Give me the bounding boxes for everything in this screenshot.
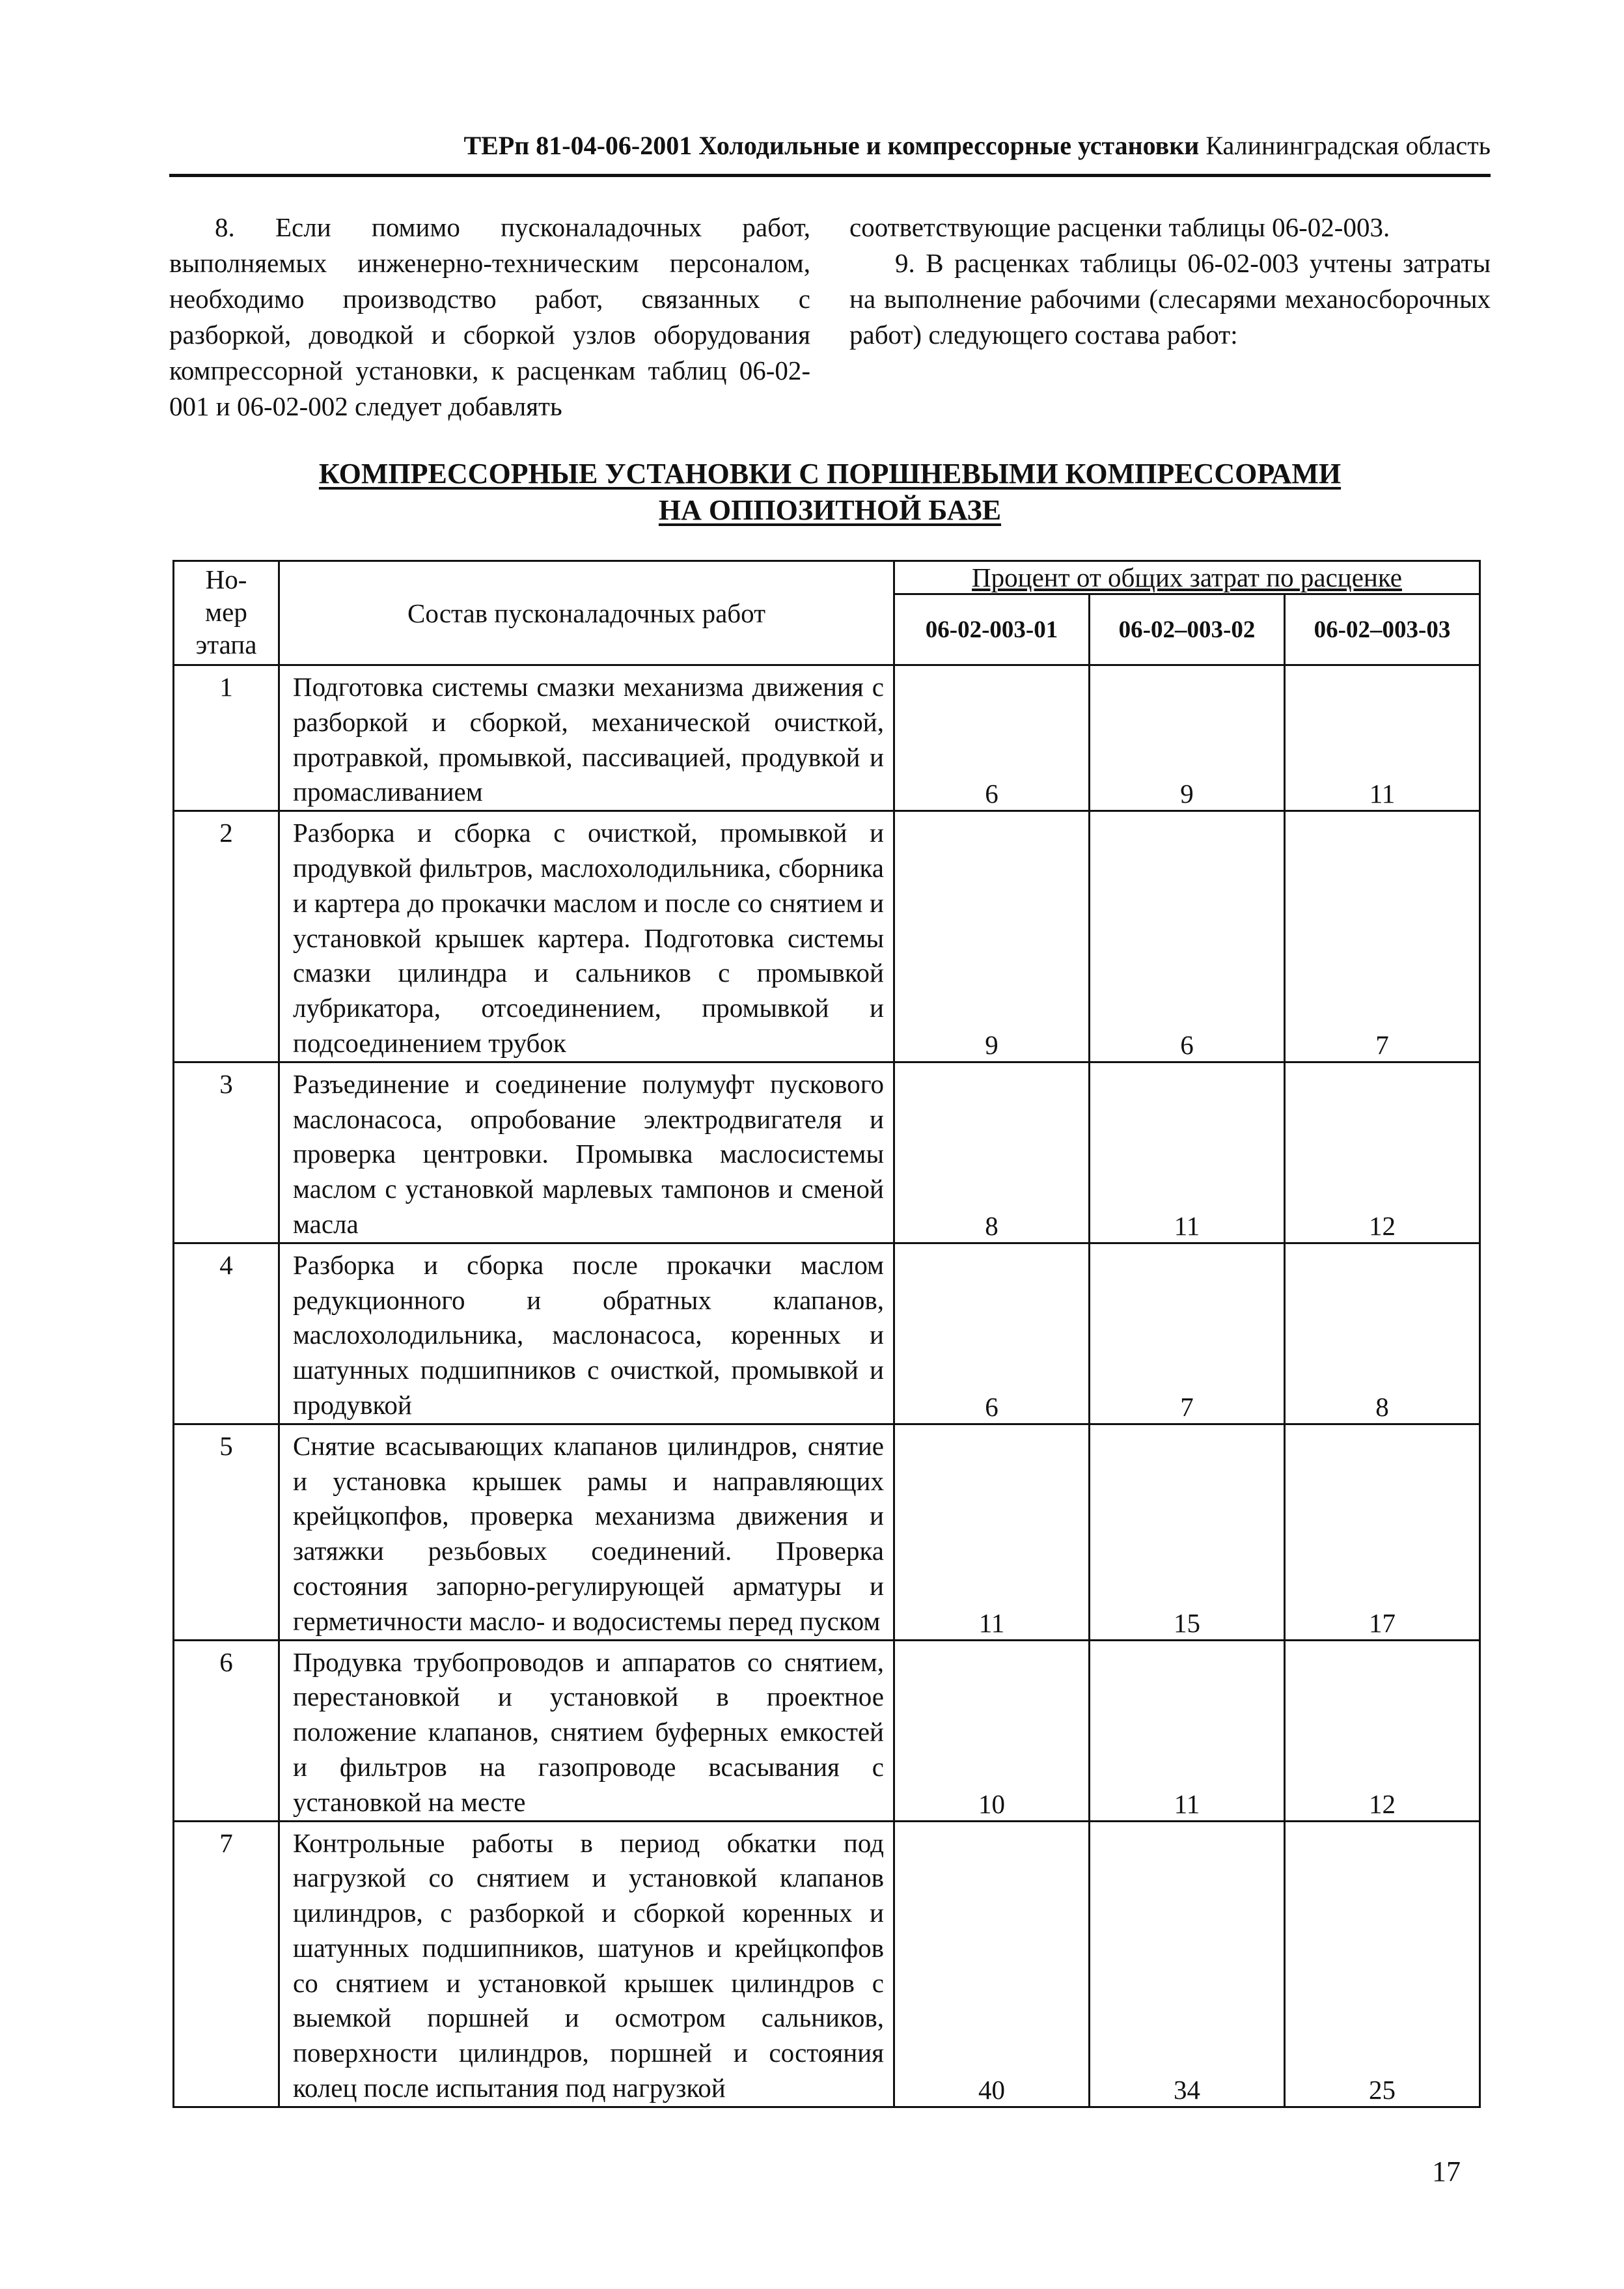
section-title	[169, 456, 1491, 529]
percent-value: 11	[1090, 1640, 1285, 1821]
header-percent: Процент от общих затрат по расценке	[894, 561, 1480, 594]
percent-value: 40	[894, 1821, 1090, 2107]
running-header	[169, 130, 1491, 161]
section-title-line1: КОМПРЕССОРНЫЕ УСТАНОВКИ С ПОРШНЕВЫМИ КОМПРЕССОРАМИ	[318, 458, 1342, 490]
percent-value: 7	[1090, 1243, 1285, 1424]
percent-value: 6	[894, 665, 1090, 811]
stage-description: Разборка и сборка с очисткой, промывкой и продувкой фильтров, маслохолодильника, сборника и картера до прокачки маслом и после со снятием и установкой крышек картера. Подготовка системы смазки цилиндра и сальников с промывкой лубрикатора, отсоединением, промывкой и подсоединением трубок	[279, 811, 894, 1062]
header-code: 06-02–003-02	[1090, 594, 1285, 665]
percent-value: 10	[894, 1640, 1090, 1821]
percent-value: 12	[1285, 1640, 1480, 1821]
percent-value: 6	[894, 1243, 1090, 1424]
percent-value: 8	[1285, 1243, 1480, 1424]
stage-description: Подготовка системы смазки механизма движения с разборкой и сборкой, механической очисткой, протравкой, промывкой, пассивацией, продувкой и промасливанием	[279, 665, 894, 811]
percent-value: 25	[1285, 1821, 1480, 2107]
stage-number: 4	[174, 1243, 279, 1424]
table-row	[174, 1062, 1480, 1243]
paragraph-8: 8. Если помимо пусконаладочных работ, выполняемых инженерно-техническим персоналом, необходимо производство работ, связанных с разборкой, доводкой и сборкой узлов оборудования компрессорной установки, к расценкам таблиц 06-02-001 и 06-02-002 следует добавлять	[169, 212, 810, 421]
stage-description: Контрольные работы в период обкатки под нагрузкой со снятием и установкой клапанов цилиндров, с разборкой и сборкой коренных и шатунных подшипников, шатунов и крейцкопфов со снятием и установкой крышек цилиндров с выемкой поршней и осмотром сальников, поверхности цилиндров, поршней и состояния колец после испытания под нагрузкой	[279, 1821, 894, 2107]
table-row	[174, 1424, 1480, 1640]
percent-value: 12	[1285, 1062, 1480, 1243]
stage-description: Продувка трубопроводов и аппаратов со снятием, перестановкой и установкой в проектное положение клапанов, снятием буферных емкостей и фильтров на газопроводе всасывания с установкой на месте	[279, 1640, 894, 1821]
work-stages-table	[172, 560, 1481, 2108]
header-code: 06-02–003-03	[1285, 594, 1480, 665]
stage-number: 7	[174, 1821, 279, 2107]
percent-value: 9	[1090, 665, 1285, 811]
percent-value: 15	[1090, 1424, 1285, 1640]
stage-number: 6	[174, 1640, 279, 1821]
table-row	[174, 811, 1480, 1062]
table-row	[174, 1640, 1480, 1821]
stage-description: Снятие всасывающих клапанов цилиндров, снятие и установка крышек рамы и направляющих крейцкопфов, проверка механизма движения и затяжки резьбовых соединений. Проверка состояния запорно-регулирующей арматуры и герметичности масло- и водосистемы перед пуском	[279, 1424, 894, 1640]
percent-value: 11	[894, 1424, 1090, 1640]
stage-number: 5	[174, 1424, 279, 1640]
intro-left-column	[169, 210, 810, 424]
document-code: ТЕРп 81-04-06-2001	[463, 131, 693, 160]
header-description: Состав пусконаладочных работ	[279, 561, 894, 665]
stage-number: 3	[174, 1062, 279, 1243]
header-stage-number: Но- мер этапа	[174, 561, 279, 665]
percent-value: 34	[1090, 1821, 1285, 2107]
document-region: Калининградская область	[1205, 131, 1491, 160]
stage-description: Разборка и сборка после прокачки маслом редукционного и обратных клапанов, маслохолодильника, маслонасоса, коренных и шатунных подшипников с очисткой, промывкой и продувкой	[279, 1243, 894, 1424]
stage-number: 1	[174, 665, 279, 811]
percent-value: 6	[1090, 811, 1285, 1062]
percent-value: 17	[1285, 1424, 1480, 1640]
table-row	[174, 1243, 1480, 1424]
percent-value: 11	[1090, 1062, 1285, 1243]
table-row	[174, 1821, 1480, 2107]
header-rule	[169, 174, 1491, 177]
percent-value: 9	[894, 811, 1090, 1062]
percent-value: 8	[894, 1062, 1090, 1243]
percent-value: 7	[1285, 811, 1480, 1062]
paragraph-9: 9. В расценках таблицы 06-02-003 учтены затраты на выполнение рабочими (слесарями механосборочных работ) следующего состава работ:	[849, 248, 1491, 350]
paragraph-8-continuation: соответствующие расценки таблицы 06-02-003.	[849, 212, 1390, 242]
table-row	[174, 665, 1480, 811]
percent-value: 11	[1285, 665, 1480, 811]
header-code: 06-02-003-01	[894, 594, 1090, 665]
intro-right-column	[849, 210, 1491, 353]
stage-number: 2	[174, 811, 279, 1062]
document-section: Холодильные и компрессорные установки	[698, 131, 1200, 160]
page-number: 17	[1432, 2156, 1461, 2187]
section-title-line2: НА ОППОЗИТНОЙ БАЗЕ	[658, 494, 1002, 526]
stage-description: Разъединение и соединение полумуфт пускового маслонасоса, опробование электродвигателя и проверка центровки. Промывка маслосистемы маслом с установкой марлевых тампонов и сменой масла	[279, 1062, 894, 1243]
